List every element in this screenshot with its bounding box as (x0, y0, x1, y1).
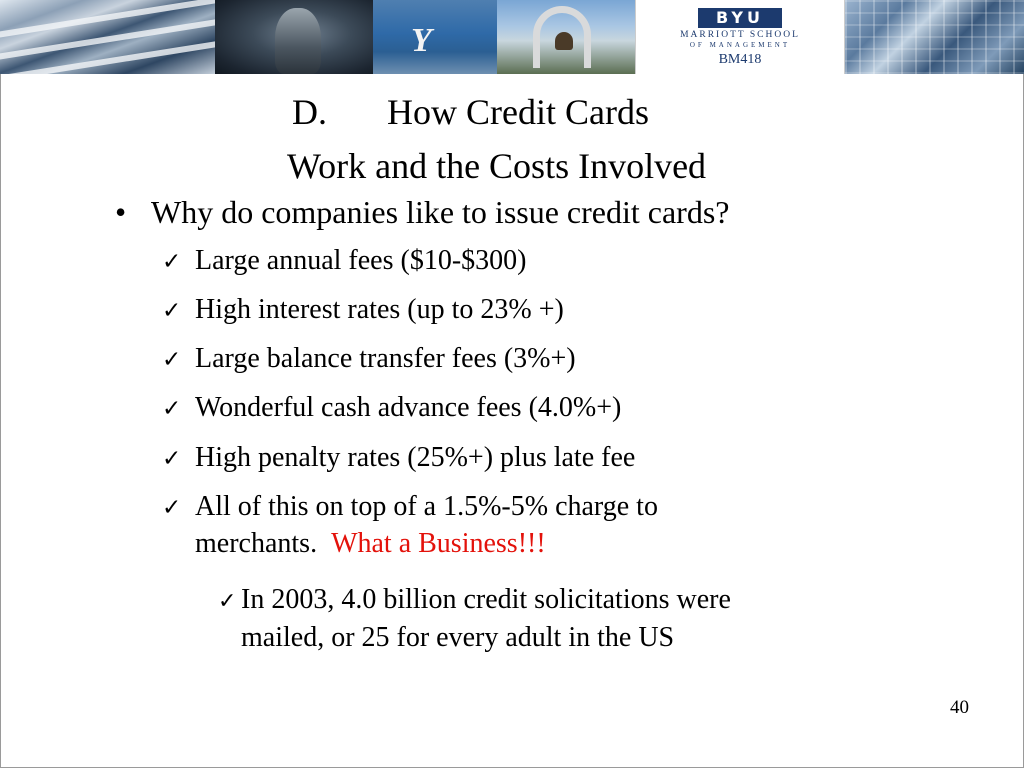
list-item-text: High penalty rates (25%+) plus late fee (195, 442, 636, 473)
banner-statue-photo (215, 0, 373, 74)
course-code: BM418 (718, 52, 762, 67)
list-item-text: All of this on top of a 1.5%-5% charge to (195, 491, 658, 522)
title-section-letter: D. (292, 92, 327, 132)
checkmark-icon: ✓ (162, 495, 182, 521)
statue-shape (275, 8, 321, 74)
checkmark-icon: ✓ (162, 249, 182, 275)
bullet-icon: • (115, 194, 127, 230)
byu-marriott-logo (635, 0, 845, 74)
list-item (162, 341, 576, 378)
list-item (162, 243, 526, 280)
main-bullet (115, 192, 729, 232)
list-item-text: High interest rates (up to 23% +) (195, 294, 564, 325)
banner-mountain-y-photo (373, 0, 497, 74)
checkmark-icon: ✓ (162, 446, 182, 472)
checkmark-icon: ✓ (162, 396, 182, 422)
list-item-text: Large annual fees ($10-$300) (195, 245, 527, 276)
byu-logo-text: BYU (698, 8, 782, 28)
main-bullet-text: Why do companies like to issue credit cards? (151, 194, 730, 230)
y-mountain-icon: Y (411, 22, 432, 59)
list-item-merchants (162, 489, 658, 562)
sub-list-item (218, 582, 731, 656)
slide-title (292, 90, 649, 134)
list-item (162, 390, 621, 427)
banner-architecture-photo (0, 0, 215, 74)
highlight-text: What a Business!!! (331, 528, 546, 559)
title-text-line2: Work and the Costs Involved (287, 146, 707, 186)
sub-item-text: In 2003, 4.0 billion credit solicitations were (241, 584, 731, 615)
school-subtitle: OF MANAGEMENT (689, 41, 791, 49)
checkmark-icon: ✓ (218, 589, 237, 614)
list-item-text: Wonderful cash advance fees (4.0%+) (195, 392, 622, 423)
banner-bell-tower-photo (497, 0, 635, 74)
banner-building-photo (845, 0, 1024, 74)
list-item (162, 440, 635, 477)
header-banner (0, 0, 1024, 74)
school-name: MARRIOTT SCHOOL (680, 30, 800, 40)
page-number: 40 (950, 697, 969, 718)
list-item-text: Large balance transfer fees (3%+) (195, 343, 576, 374)
bell-icon (555, 32, 573, 50)
checkmark-icon: ✓ (162, 298, 182, 324)
sub-item-text-cont: mailed, or 25 for every adult in the US (241, 622, 675, 653)
list-item-text-cont: merchants. (195, 528, 318, 559)
title-text-line1: How Credit Cards (387, 92, 649, 132)
list-item (162, 292, 564, 329)
checkmark-icon: ✓ (162, 347, 182, 373)
